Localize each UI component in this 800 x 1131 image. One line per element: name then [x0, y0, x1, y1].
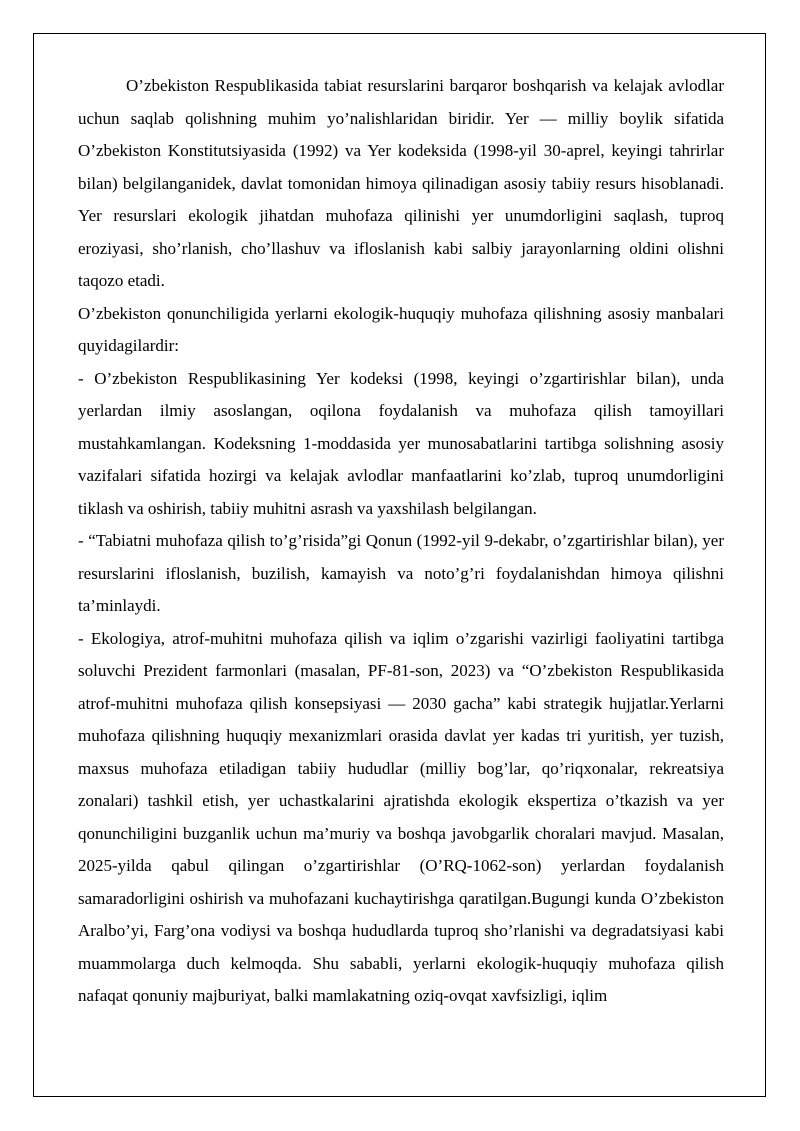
paragraph-sources-heading: O’zbekiston qonunchiligida yerlarni ekologik-huquqiy muhofaza qilishning asosiy manbalari quyidagilardir: [78, 303, 724, 355]
paragraph-land-code: - O’zbekiston Respublikasining Yer kodeksi (1998, keyingi o’zgartirishlar bilan), unda yerlardan ilmiy asoslangan, oqilona foydalanish va muhofaza qilish tamoyillari mustahkamlangan. Kodeksning 1-moddasida yer munosabatlarini tartibga solishning asosiy vazifalari sifatida hozirgi va kelajak avlodlar manfaatlarini ko’zlab, tuproq unumdorligini tiklash va oshirish, tabiiy muhitni asrash va yaxshilash belgilangan. [78, 368, 724, 518]
paragraph-nature-law: - “Tabiatni muhofaza qilish to’g’risida”gi Qonun (1992-yil 9-dekabr, o’zgartirishlar bilan), yer resurslarini ifloslanish, buzilish, kamayish va noto’g’ri foydalanishdan himoya qilishni ta’minlaydi. [78, 531, 724, 615]
paragraph-ecology-decrees: - Ekologiya, atrof-muhitni muhofaza qilish va iqlim o’zgarishi vazirligi faoliyatini tartibga soluvchi Prezident farmonlari (masalan, PF-81-son, 2023) va “O’zbekiston Respublikasida atrof-muhitni muhofaza qilish konsepsiyasi — 2030 gacha” kabi strategik hujjatlar.Yerlarni muhofaza qilishning huquqiy mexanizmlari orasida davlat yer kadas tri yuritish, yer tuzish, maxsus muhofaza etiladigan tabiiy hududlar (milliy bog’lar, qo’riqxonalar, rekreatsiya zonalari) tashkil etish, yer uchastkalarini ajratishda ekologik ekspertiza o’tkazish va yer qonunchiligini buzganlik uchun ma’muriy va boshqa javobgarlik choralari mavjud. Masalan, 2025-yilda qabul qilingan o’zgartirishlar (O’RQ-1062-son) yerlardan foydalanish samaradorligini oshirish va muhofazani kuchaytirishga qaratilgan.Bugungi kunda O’zbekiston Aralbo’yi, Farg’ona vodiysi va boshqa hududlarda tuproq sho’rlanishi va degradatsiyasi kabi muammolarga duch kelmoqda. Shu sababli, yerlarni ekologik-huquqiy muhofaza qilish nafaqat qonuniy majburiyat, balki mamlakatning oziq-ovqat xavfsizligi, iqlim [78, 628, 724, 1005]
document-body [78, 70, 724, 1013]
paragraph-intro: O’zbekiston Respublikasida tabiat resurslarini barqaror boshqarish va kelajak avlodlar uchun saqlab qolishning muhim yo’nalishlaridan biridir. Yer — milliy boylik sifatida O’zbekiston Konstitutsiyasida (1992) va Yer kodeksida (1998-yil 30-aprel, keyingi tahrirlar bilan) belgilanganidek, davlat tomonidan himoya qilinadigan asosiy tabiiy resurs hisoblanadi. Yer resurslari ekologik jihatdan muhofaza qilinishi yer unumdorligini saqlash, tuproq eroziyasi, sho’rlanish, cho’llashuv va ifloslanish kabi salbiy jarayonlarning oldini olishni taqozo etadi. [78, 76, 724, 290]
